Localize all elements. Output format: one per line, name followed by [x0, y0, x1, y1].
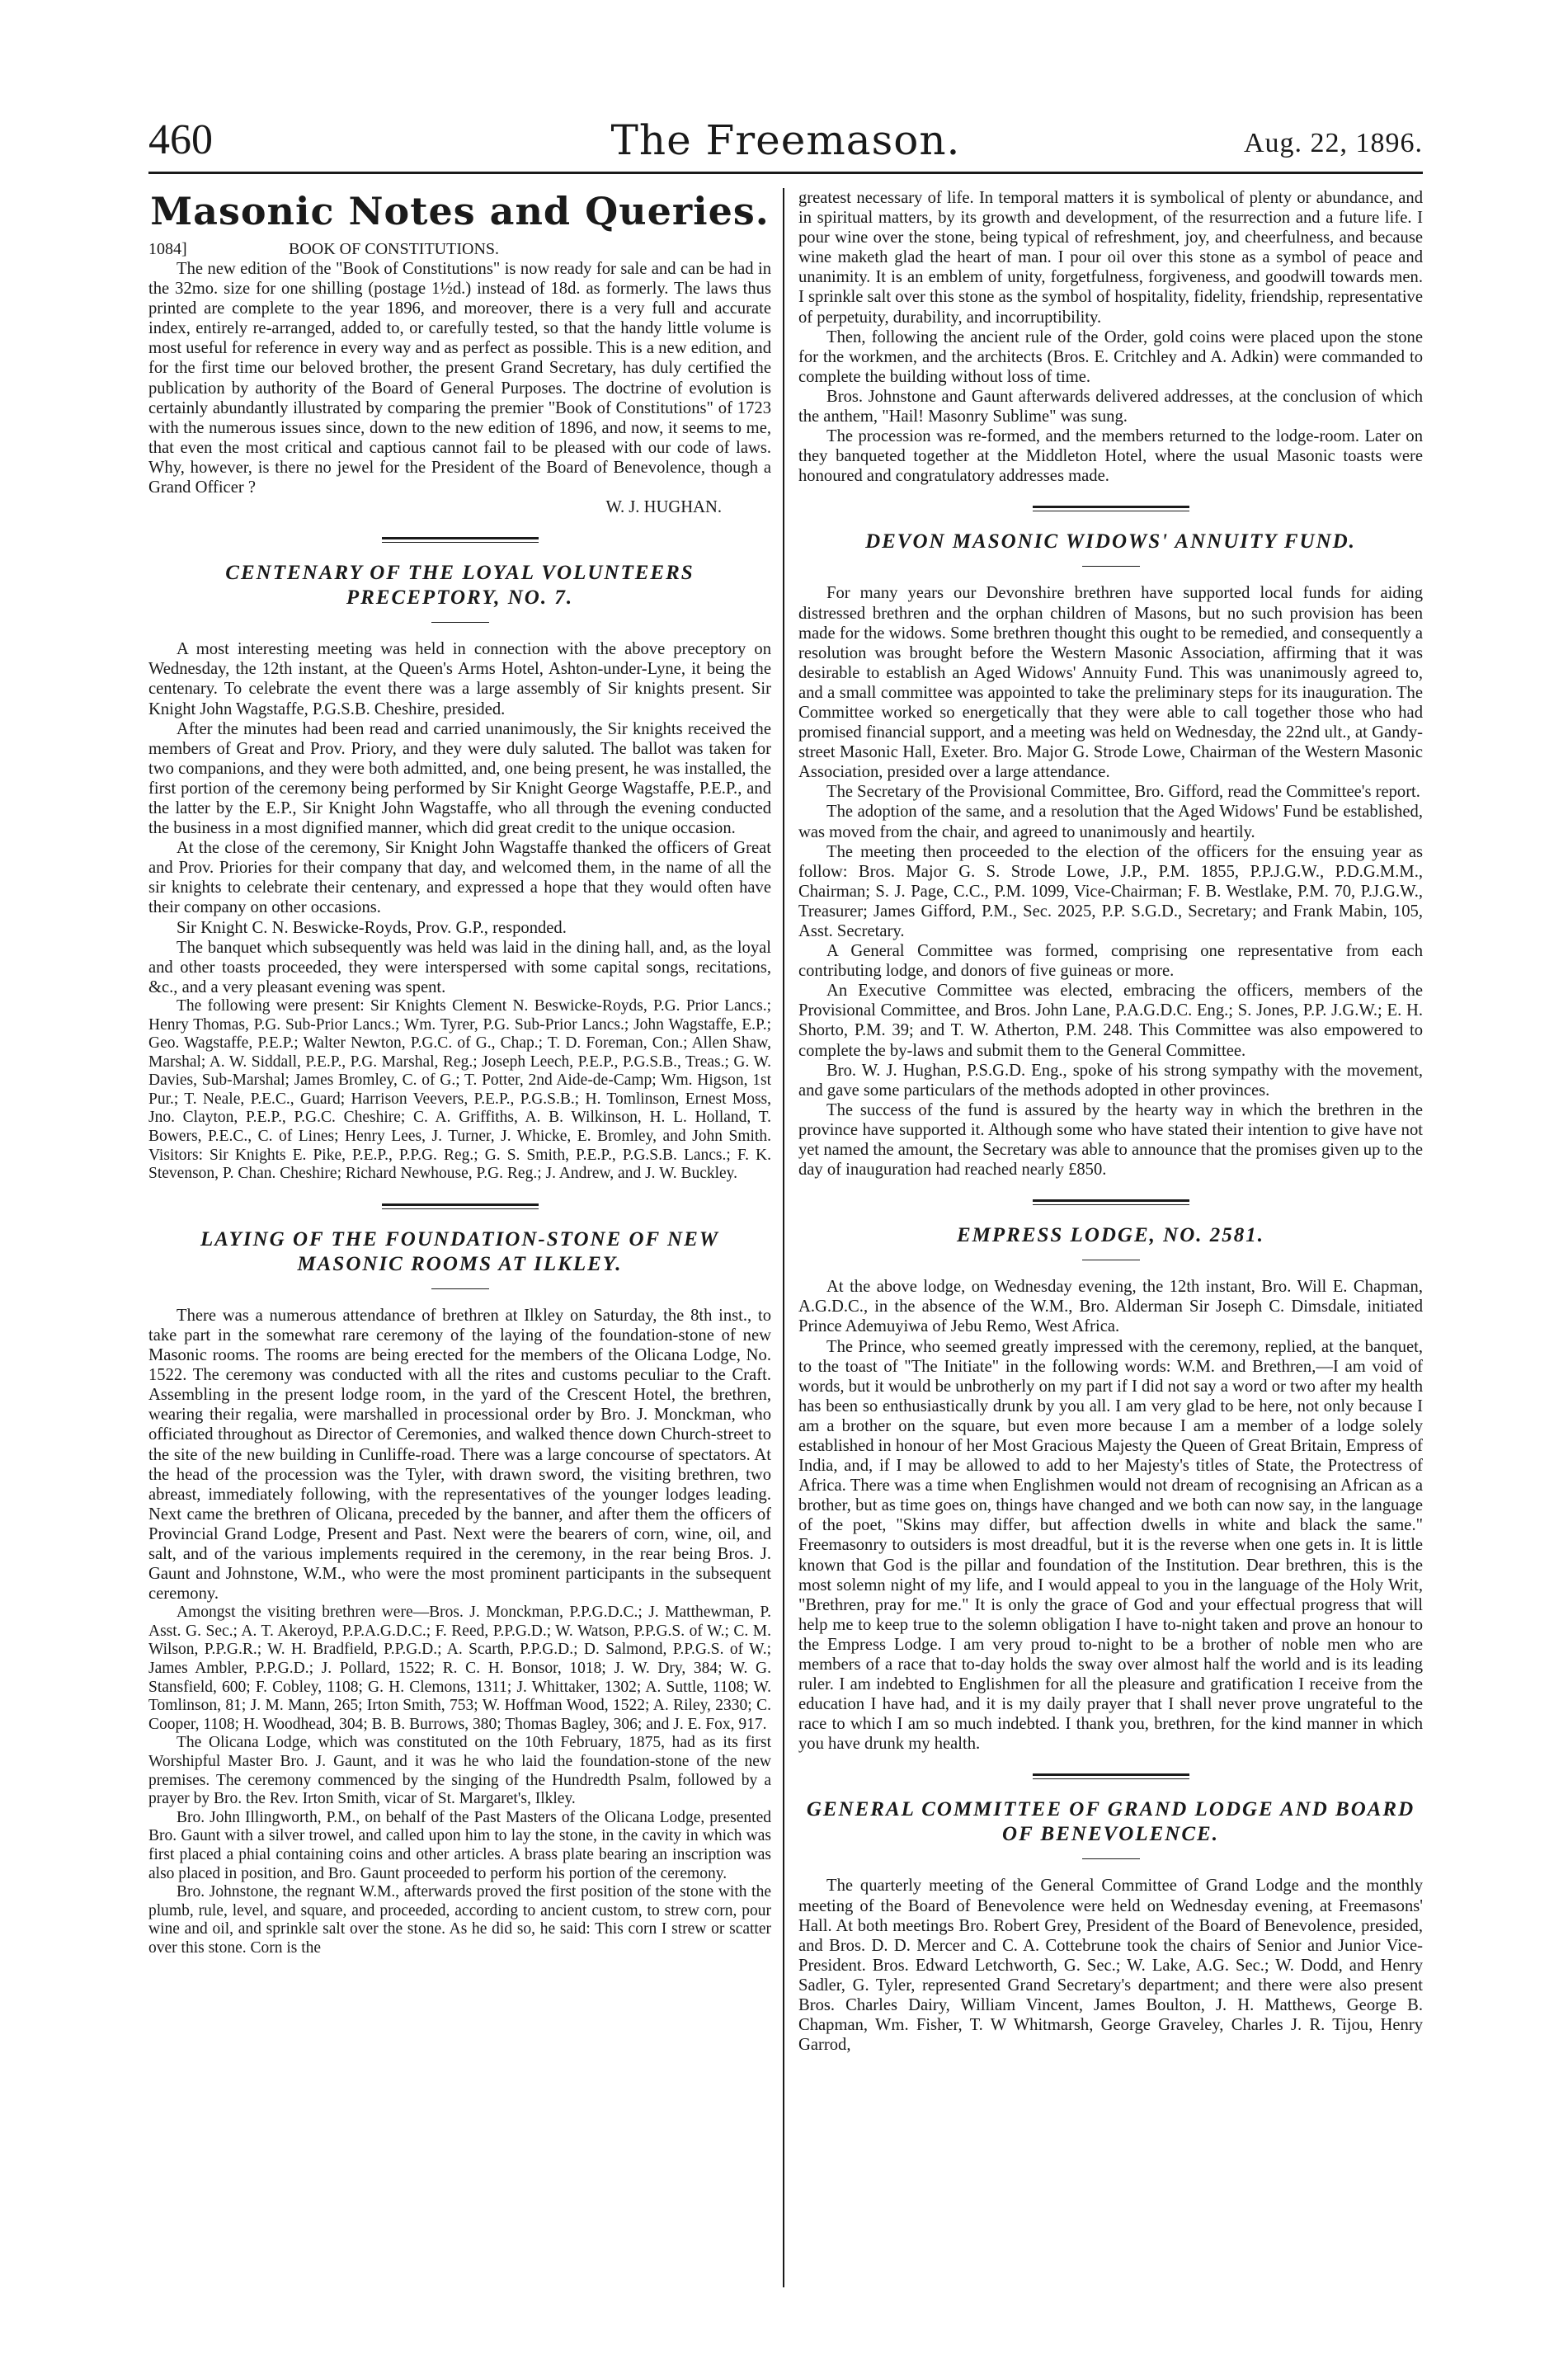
- empress-title: EMPRESS LODGE, NO. 2581.: [956, 1224, 1265, 1247]
- laying-paragraph: Bro. John Illingworth, P.M., on behalf of the Past Masters of the Olicana Lodge, presented Bro. Gaunt with a silver trowel, and called upon him to lay the stone, in the cavity in which was first placed a phial containing coins and other articles. A brass plate bearing an inscription was also placed in position, and Bro. Gaunt proceeded to perform his portion of the ceremony.: [148, 1808, 771, 1882]
- section-separator: [1033, 1199, 1189, 1205]
- general-committee-title: GENERAL COMMITTEE OF GRAND LODGE AND BOARD OF BENEVOLENCE.: [806, 1798, 1415, 1846]
- devon-paragraph: The meeting then proceeded to the election of the officers for the ensuing year as follow: Bros. Major G. S. Strode Lowe, J.P., P.M. 1855, P.P.J.G.W., P.D.G.M.M., Chairman; S. J. Page, C.C., P.M. 1099, Vice-Chairman; F. B. Westlake, P.M. 70, P.J.G.W., Treasurer; James Gifford, P.M., Sec. 2025, P.P. S.G.D., Secretary; and Frank Mabin, 105, Asst. Secretary.: [798, 842, 1423, 940]
- laying-continued: The procession was re-formed, and the members returned to the lodge-room. Later on they banqueted together at the Middleton Hotel, where the usual Masonic toasts were honoured and congratulatory addresses made.: [798, 427, 1423, 486]
- title-rule: [431, 1288, 489, 1289]
- publication-title: The Freemason.: [610, 116, 961, 164]
- general-committee-paragraph: The quarterly meeting of the General Committee of Grand Lodge and the monthly meeting of the Board of Benevolence were held on Wednesday evening, at Freemasons' Hall. At both meetings Bro. Robert Grey, President of the Board of Benevolence, presided, and Bros. D. D. Mercer and C. A. Cottebrune took the chairs of Senior and Junior Vice-President. Bros. Edward Letchworth, G. Sec.; W. Lake, A.G. Sec.; W. Dodd, and Henry Sadler, G. Tyler, represented Grand Secretary's department; and there were also present Bros. Charles Dairy, William Vincent, James Boulton, J. H. Matthews, George B. Chapman, Wm. Fisher, T. W Whitmarsh, George Graveley, Charles J. R. Tijou, Henry Garrod,: [798, 1877, 1423, 2055]
- centenary-paragraph: After the minutes had been read and carried unanimously, the Sir knights received the members of Great and Prov. Priory, and they were duly saluted. The ballot was taken for two companions, and they were both admitted, and, one being present, he was installed, the first portion of the ceremony being performed by Sir Knight George Wagstaffe, P.E.P., and the latter by the E.P., Sir Knight John Wagstaffe, who all through the evening conducted the business in a most dignified manner, which did great credit to the unique occasion.: [148, 719, 771, 838]
- notes-body: The new edition of the "Book of Constitutions" is now ready for sale and can be had in the 32mo. size for one shilling (postage 1½d.) instead of 18d. as formerly. The laws thus printed are complete to the year 1896, and moreover, there is a very full and accurate index, entirely re-arranged, added to, or carefully tested, so that the handy little volume is most useful for reference in every way and as perfect as possible. This is a new edition, and for the first time our beloved brother, the present Grand Secretary, has duly certified the publication by authority of the Board of General Purposes. The doctrine of evolution is certainly abundantly illustrated by comparing the premier "Book of Constitutions" of 1723 with the numerous issues since, down to the new edition of 1896, and now, it seems to me, that even the most critical and captious cannot fail to be pleased with our code of laws. Why, however, is there no jewel for the President of the Board of Benevolence, though a Grand Officer ?: [148, 260, 771, 497]
- devon-paragraph: A General Committee was formed, comprising one representative from each contributing lodge, and donors of five guineas or more.: [798, 942, 1423, 981]
- centenary-paragraph: The banquet which subsequently was held was laid in the dining hall, and, as the loyal and other toasts proceeded, they were interspersed with some capital songs, recitations, &c., and a very pleasant evening was spent.: [148, 938, 771, 996]
- laying-paragraph: There was a numerous attendance of brethren at Ilkley on Saturday, the 8th inst., to take part in the somewhat rare ceremony of the laying of the foundation-stone of new Masonic rooms. The rooms are being erected for the members of the Olicana Lodge, No. 1522. The ceremony was conducted with all the rites and customs peculiar to the Craft. Assembling in the present lodge room, in the yard of the Crescent Hotel, the brethren, wearing their regalia, were marshalled in processional order by Bro. J. Monckman, who officiated throughout as Director of Ceremonies, and walked thence down Church-street to the site of the new building in Cunliffe-road. There was a large concourse of spectators. At the head of the procession was the Tyler, with drawn sword, the visiting brethren, two abreast, immediately following, with the representatives of the younger lodges leading. Next came the brethren of Olicana, preceded by the banner, and after them the officers of Provincial Grand Lodge, Present and Past. Next were the bearers of corn, wine, oil, and salt, and of the various implements required in the ceremony, in the rear being Bros. J. Gaunt and Johnstone, W.M., who were the most prominent participants in the subsequent ceremony.: [148, 1306, 771, 1604]
- title-rule: [1082, 566, 1140, 567]
- centenary-title: CENTENARY OF THE LOYAL VOLUNTEERS PRECEPTORY, NO. 7.: [225, 562, 695, 610]
- section-separator: [1033, 506, 1189, 511]
- column-divider: [783, 188, 784, 2287]
- laying-continued: Bros. Johnstone and Gaunt afterwards delivered addresses, at the conclusion of which the anthem, "Hail! Masonry Sublime" was sung.: [798, 387, 1423, 426]
- devon-paragraph: For many years our Devonshire brethren have supported local funds for aiding distressed brethren and the orphan children of Masons, but no such provision has been made for the widows. Some brethren thought this ought to be remedied, and consequently a resolution was brought before the Western Masonic Association, affirming that it was desirable to establish an Aged Widows' Annuity Fund. This was unanimously agreed to, and a small committee was appointed to take the preliminary steps for its inauguration. The Committee worked so energetically that they were able to call together those who had promised financial support, and a meeting was held on Wednesday, the 22nd ult., at Gandy-street Masonic Hall, Exeter. Bro. Major G. Strode Lowe, Chairman of the Western Masonic Association, presided over a large attendance.: [798, 584, 1423, 782]
- section-separator: [382, 537, 539, 543]
- devon-paragraph: The success of the fund is assured by the hearty way in which the brethren in the province have supported it. Although some who have stated their intention to give have not yet named the amount, the Secretary was able to announce that the promises given up to the day of inauguration had reached nearly £850.: [798, 1100, 1423, 1180]
- notes-queries-title: Masonic Notes and Queries.: [150, 189, 770, 233]
- devon-paragraph: The adoption of the same, and a resolution that the Aged Widows' Fund be established, was moved from the chair, and agreed to unanimously and heartily.: [798, 803, 1423, 841]
- page-number: 460: [148, 116, 213, 163]
- empress-paragraph: The Prince, who seemed greatly impressed with the ceremony, replied, at the banquet, to the toast of "The Initiate" in the following words: W.M. and Brethren,—I am void of words, but it would be unbrotherly on my part if I did not say a word or two after my health has been so enthusiastically drunk by you all. I am very glad to be here, not only because I am a brother on the square, but even more because I am a member of a lodge solely established in honour of her Most Gracious Majesty the Queen of Great Britain, Empress of India, and, if I may be allowed to add to her Majesty's titles of State, the Protectress of Africa. There was a time when Englishmen would not dream of recognising an African as a brother, but as time goes on, things have changed and we both can now say, in the language of the poet, "Skins may differ, but affection dwells in white and black the same." Freemasonry to outsiders is most dreadful, but it is the reverse when one gets in. It is little known that God is the pillar and foundation of the Institution. Dear brethren, this is the most solemn night of my life, and I would appeal to you in the language of the Holy Writ, "Brethren, pray for me." It is only the grace of God and your effectual progress that will help me to keep true to the solemn obligation I have to-night taken and prove an honour to the Empress Lodge. I am very proud to-night to be a brother of noble men who are members of a race that to-day holds the sway over almost half the world and is its leading ruler. I am indebted to Englishmen for all the pleasure and gratification I receive from the education I have had, and it is my daily prayer that I shall never prove ungrateful to the race to which I am so much indebted. I thank you, brethren, for the kind manner in which you have drunk my health.: [798, 1337, 1423, 1754]
- laying-attendees: Amongst the visiting brethren were—Bros. J. Monckman, P.P.G.D.C.; J. Matthewman, P. Asst. G. Sec.; A. T. Akeroyd, P.P.A.G.D.C.; F. Reed, P.P.G.D.; W. Watson, P.P.G.S. of W.; C. M. Wilson, P.P.G.R.; W. H. Bradfield, P.P.G.D.; A. Scarth, P.P.G.D.; D. Salmond, P.P.G.S. of W.; James Ambler, P.P.G.D.; J. Pollard, 1522; R. C. H. Bonsor, 1018; J. W. Dry, 384; W. G. Stansfield, 600; F. Cobley, 1108; G. H. Clemons, 1311; J. Whittaker, 1302; A. Suttle, 1108; W. Tomlinson, 81; J. M. Mann, 265; Irton Smith, 753; W. Hoffman Wood, 1522; A. Riley, 2330; C. Cooper, 1108; H. Woodhead, 304; B. B. Burrows, 380; Thomas Bagley, 306; and J. E. Fox, 917.: [148, 1604, 771, 1733]
- laying-continued: greatest necessary of life. In temporal matters it is symbolical of plenty or abundance, and in spiritual matters, by its growth and development, of the resurrection and a future life. I pour wine over the stone, being typical of refreshment, joy, and cheerfulness, and because wine maketh glad the heart of man. I pour oil over this stone as a symbol of peace and unanimity. It is an emblem of unity, forgetfulness, forgiveness, and goodwill towards men. I sprinkle salt over this stone as the symbol of hospitality, fidelity, friendship, representative of perpetuity, durability, and incorruptibility.: [798, 189, 1423, 327]
- title-rule: [431, 622, 489, 623]
- right-column: [798, 188, 1423, 2055]
- centenary-paragraph: At the close of the ceremony, Sir Knight John Wagstaffe thanked the officers of Great and Prov. Priories for their company that day, and welcomed them, in the name of all the sir knights to celebrate their centenary, and expressed a hope that they would often have their company on other occasions.: [148, 839, 771, 917]
- header-rule: [148, 172, 1423, 174]
- devon-paragraph: Bro. W. J. Hughan, P.S.G.D. Eng., spoke of his strong sympathy with the movement, and gave some particulars of the methods adopted in other provinces.: [798, 1061, 1423, 1100]
- laying-continued: Then, following the ancient rule of the Order, gold coins were placed upon the stone for the workmen, and the architects (Bros. E. Critchley and A. Adkin) were commanded to complete the building without loss of time.: [798, 327, 1423, 386]
- issue-date: Aug. 22, 1896.: [1243, 128, 1423, 158]
- devon-paragraph: An Executive Committee was elected, embracing the officers, members of the Provisional Committee, and Bros. John Lane, P.A.G.D.C. Eng.; S. Jones, P.P. J.G.W.; E. H. Shorto, P.M. 39; and T. W. Atherton, P.M. 248. This Committee was also empowered to complete the by-laws and submit them to the General Committee.: [798, 982, 1423, 1060]
- section-separator: [382, 1203, 539, 1209]
- centenary-paragraph: A most interesting meeting was held in connection with the above preceptory on Wednesday, the 12th instant, at the Queen's Arms Hotel, Ashton-under-Lyne, it being the centenary. To celebrate the event there was a large assembly of Sir knights present. Sir Knight John Wagstaffe, P.G.S.B. Cheshire, presided.: [148, 640, 771, 718]
- query-subhead: BOOK OF CONSTITUTIONS.: [289, 240, 500, 258]
- title-rule: [1082, 1858, 1140, 1859]
- devon-title: DEVON MASONIC WIDOWS' ANNUITY FUND.: [865, 530, 1356, 553]
- laying-title: LAYING OF THE FOUNDATION-STONE OF NEW MASONIC ROOMS AT ILKLEY.: [200, 1227, 719, 1275]
- left-column: [148, 188, 771, 1958]
- centenary-paragraph: Sir Knight C. N. Beswicke-Royds, Prov. G.P., responded.: [177, 918, 567, 937]
- laying-paragraph: Bro. Johnstone, the regnant W.M., afterwards proved the first position of the stone with the plumb, rule, level, and square, and proceeded, according to ancient custom, to strew corn, pour wine and oil, and sprinkle salt over the stone. As he did so, he said: This corn I strew or scatter over this stone. Corn is the: [148, 1883, 771, 1957]
- section-separator: [1033, 1773, 1189, 1779]
- laying-paragraph: The Olicana Lodge, which was constituted on the 10th February, 1875, had as its first Worshipful Master Bro. J. Gaunt, and it was he who laid the foundation-stone of the new premises. The ceremony commenced by the singing of the Hundredth Psalm, followed by a prayer by Bro. the Rev. Irton Smith, vicar of St. Margaret's, Ilkley.: [148, 1734, 771, 1808]
- notes-signature: W. J. HUGHAN.: [605, 498, 722, 517]
- empress-paragraph: At the above lodge, on Wednesday evening, the 12th instant, Bro. Will E. Chapman, A.G.D.C., in the absence of the W.M., Bro. Alderman Sir Joseph C. Dimsdale, initiated Prince Ademuyiwa of Jebu Remo, West Africa.: [798, 1278, 1423, 1336]
- devon-paragraph: The Secretary of the Provisional Committee, Bro. Gifford, read the Committee's report.: [826, 783, 1420, 802]
- page-header: [148, 115, 1423, 180]
- query-heading: [148, 239, 771, 259]
- query-number: 1084]: [148, 240, 187, 258]
- centenary-attendees: The following were present: Sir Knights Clement N. Beswicke-Royds, P.G. Prior Lancs.; Henry Thomas, P.G. Sub-Prior Lancs.; Wm. Tyrer, P.G. Sub-Prior Lancs.; John Wagstaffe, E.P.; Geo. Wagstaffe, P.E.P.; Walter Newton, P.G.C. of G., Chap.; T. D. Foreman, Con.; Allen Shaw, Marshal; A. W. Siddall, P.E.P., P.G. Marshal, Reg.; Joseph Leech, P.E.P., P.G.S.B., Treas.; G. W. Davies, Sub-Marshal; James Bromley, C. of G.; T. Potter, 2nd Aide-de-Camp; Wm. Higson, 1st Pur.; T. Neale, P.E.C., Guard; Harrison Veevers, P.E.P., P.G.S.B.; H. Tomlinson, Ernest Moss, Jno. Clayton, P.E.P., P.G.C. Cheshire; C. A. Griffiths, A. B. Wilkinson, H. L. Holland, T. Bowers, P.E.C., C. of Lines; Henry Lees, J. Turner, J. Whicke, E. Bromley, and John Smith. Visitors: Sir Knights E. Pike, P.E.P., P.P.G. Reg.; G. S. Smith, P.E.P., P.G.S.B. Lancs.; F. K. Stevenson, P. Chan. Cheshire; Richard Newhouse, P.G. Reg.; J. Andrew, and J. W. Buckley.: [148, 996, 771, 1183]
